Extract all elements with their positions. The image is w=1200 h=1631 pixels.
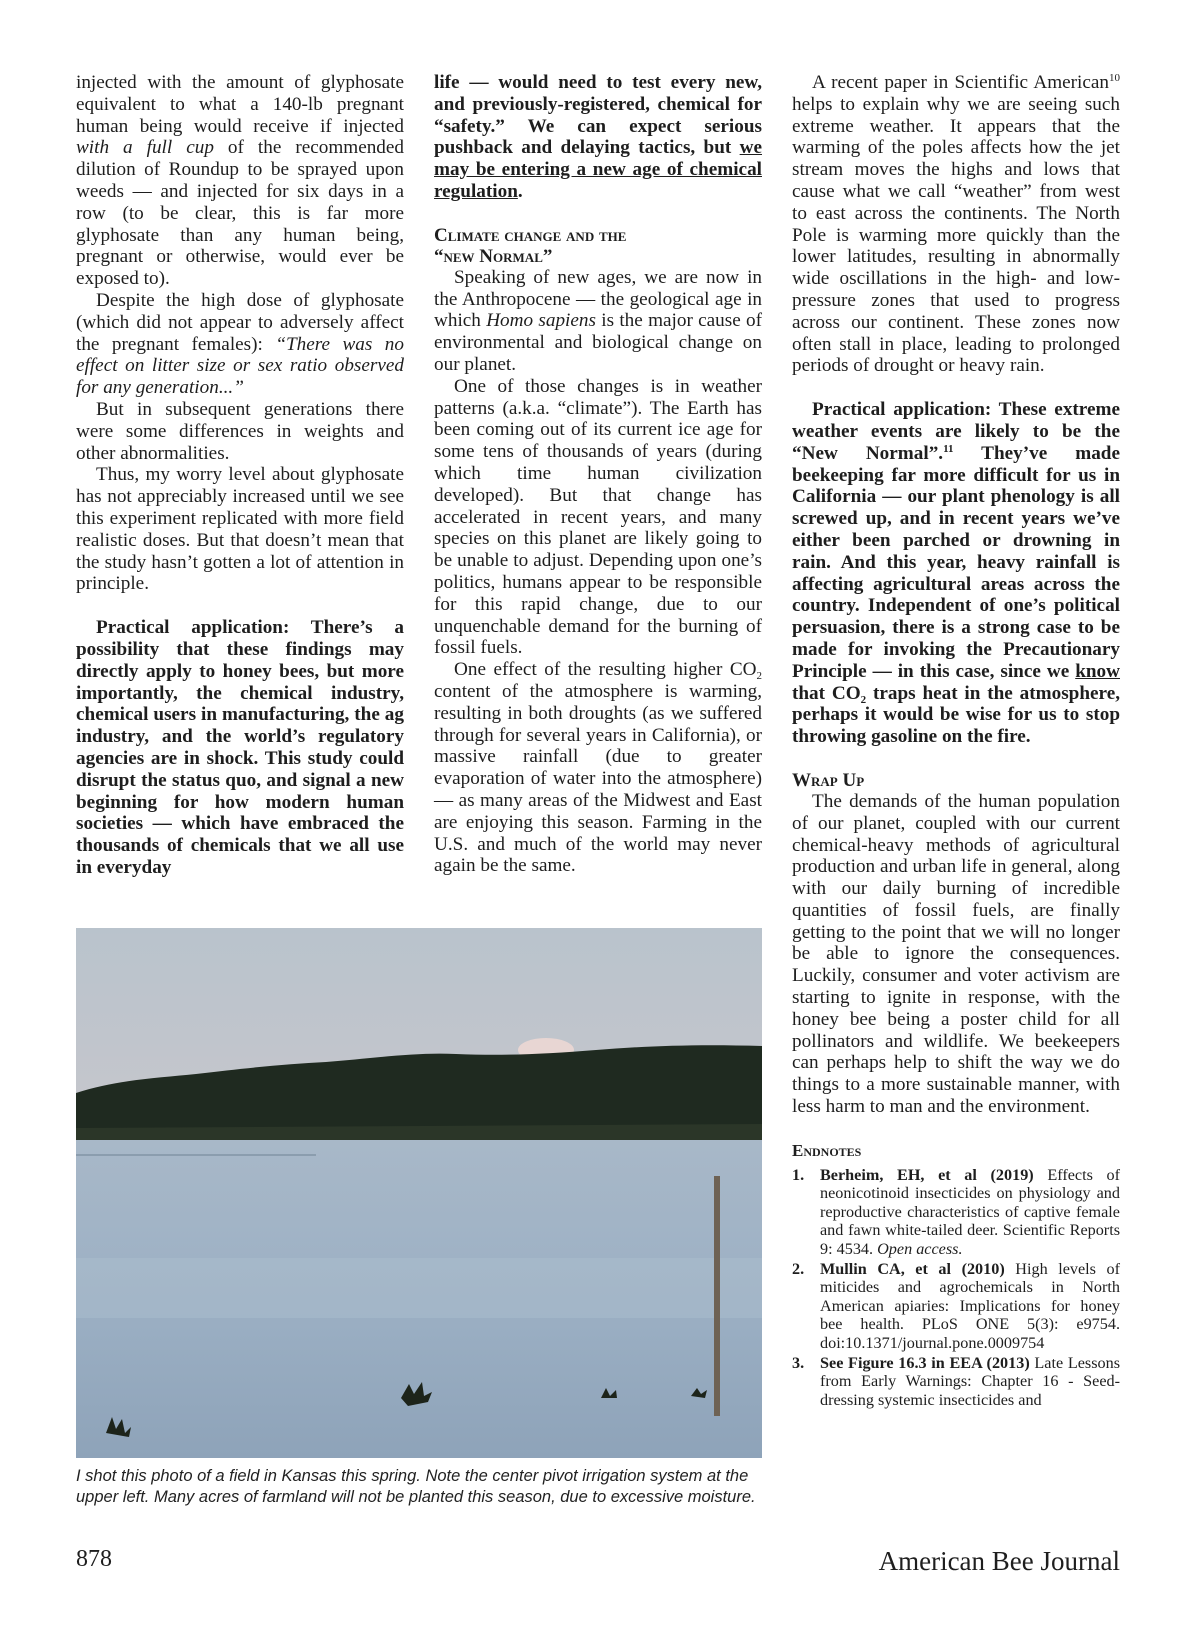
irrigation-pivot (76, 1154, 316, 1156)
endnote: 3. See Figure 16.3 in EEA (2013) Late Lessons from Early Warnings: Chapter 16 - Seed-dressing systemic insecticides and (792, 1353, 1121, 1409)
practical-application: Practical application: These extreme weather events are likely to be the “New Normal”.$^{11}$ They’ve made beekeeping far more difficult for us in California — our plant phenology is all screwed up, and in recent years we’ve either been parched or drowning in rain. And this year, heavy rainfall is affecting agricultural areas across the country. Independent of one’s political persuasion, there is a strong case to be made for invoking the Precautionary Principle — in this case, since we know that $CO_2$ traps heat in the atmosphere, perhaps it would be wise for us to stop throwing gasoline on the fire. (792, 399, 1121, 748)
column-1 (76, 72, 404, 879)
section-heading: Wrap Up (792, 769, 865, 791)
section-heading: Climate change and the “new Normal” (434, 224, 627, 267)
paragraph: But in subsequent generations there were some differences in weights and other abnormalities. (76, 398, 404, 464)
paragraph-continued: life — would need to test every new, and previously-registered, chemical for “safety.” We can expect serious pushback and delaying tactics, but we may be entering a new age of chemical regulation. (434, 72, 762, 202)
endnote: 2. Mullin CA, et al (2010) High levels of miticides and agrochemicals in North American apiaries: Implications for honey bee health. PLoS ONE 5(3): e9754. doi:10.1371/journal.pone.0009754 (792, 1259, 1121, 1352)
paragraph: Thus, my worry level about glyphosate has not appreciably increased until we see this experiment replicated with more field realistic doses. But that doesn’t mean that the study hasn’t gotten a lot of attention in principle. (76, 464, 404, 595)
paragraph: injected with the amount of glyphosate equivalent to what a 140-lb pregnant human being would receive if injected with a full cup of the recommended dilution of Roundup to be sprayed upon weeds — and injected for six days in a row (to be clear, this is far more glyphosate than any human being, pregnant or otherwise, would ever be exposed to). (76, 72, 405, 290)
endnote: 1. Berheim, EH, et al (2019) Effects of neonicotinoid insecticides on physiology and reproductive characteristics of captive female and fawn white-tailed deer. Scientific Reports 9: 4534. Open access. (792, 1165, 1121, 1259)
flooded-field-photo (76, 928, 762, 1458)
page-number: 878 (76, 1546, 112, 1572)
paragraph: The demands of the human population of our planet, coupled with our current chemical-heavy methods of agricultural production and urban life in general, along with our daily burning of incredible quantities of fossil fuels, are finally getting to the point that we will no longer be able to ignore the consequences. Luckily, consumer and voter activism are starting to ignite in response, with the honey bee being a poster child for all pollinators and wildlife. We beekeepers can perhaps help to shift the way we do things to a more sustainable manner, with less harm to man and the environment. (792, 790, 1120, 1118)
paragraph: Speaking of new ages, we are now in the Anthropocene — the geological age in which Homo sapiens is the major cause of environmental and biological change on our planet. (434, 266, 763, 375)
paragraph: A recent paper in Scientific American$^{10}$ helps to explain why we are seeing such extreme weather. It appears that the warming of the poles affects how the jet stream moves the highs and lows that cause what we call “weather” from west to east across the continents. The North Pole is warming more quickly than the lower latitudes, resulting in abnormally wide oscillations in the high- and low-pressure zones that used to progress across our continent. These zones now often stall in place, leading to prolonged periods of drought or heavy rain. (792, 72, 1120, 377)
paragraph: One effect of the resulting higher $CO_2$ content of the atmosphere is warming, resulting in both droughts (as we suffered through for several years in California), or massive rainfall (due to greater evaporation of water into the atmosphere) — as many areas of the Midwest and East are enjoying this season. Farming in the U.S. and much of the world may never again be the same. (434, 659, 762, 877)
column-2 (434, 72, 762, 877)
practical-application: Practical application: There’s a possibility that these findings may directly apply to honey bees, but more importantly, the chemical industry, chemical users in manufacturing, the ag industry, and the world’s regulatory agencies are in shock. This study could disrupt the status quo, and signal a new beginning for how modern human societies — which have embraced the thousands of chemicals that we all use in everyday (76, 617, 404, 878)
pole (714, 1176, 720, 1416)
journal-name: American Bee Journal (878, 1546, 1120, 1576)
endnotes-list (792, 1166, 1120, 1410)
column-3 (792, 72, 1120, 1410)
paragraph: Despite the high dose of glyphosate (which did not appear to adversely affect the pregnant females): “There was no effect on litter size or sex ratio observed for any generation...” (76, 289, 404, 399)
paragraph: One of those changes is in weather patterns (a.k.a. “climate”). The Earth has been coming out of its current ice age for some tens of thousands of years (during which time human civilization developed). But that change has accelerated in recent years, and many species on this planet are likely going to be unable to adjust. Depending upon one’s politics, humans appear to be responsible for this rapid change, due to our unquenchable demand for the burning of fossil fuels. (434, 375, 762, 659)
water-reflection (76, 1258, 762, 1318)
endnotes-heading: Endnotes (792, 1140, 862, 1160)
field-photo (76, 928, 762, 1458)
photo-caption: I shot this photo of a field in Kansas this spring. Note the center pivot irrigation system at the upper left. Many acres of farmland will not be planted this season, due to excessive moisture. (76, 1467, 756, 1506)
